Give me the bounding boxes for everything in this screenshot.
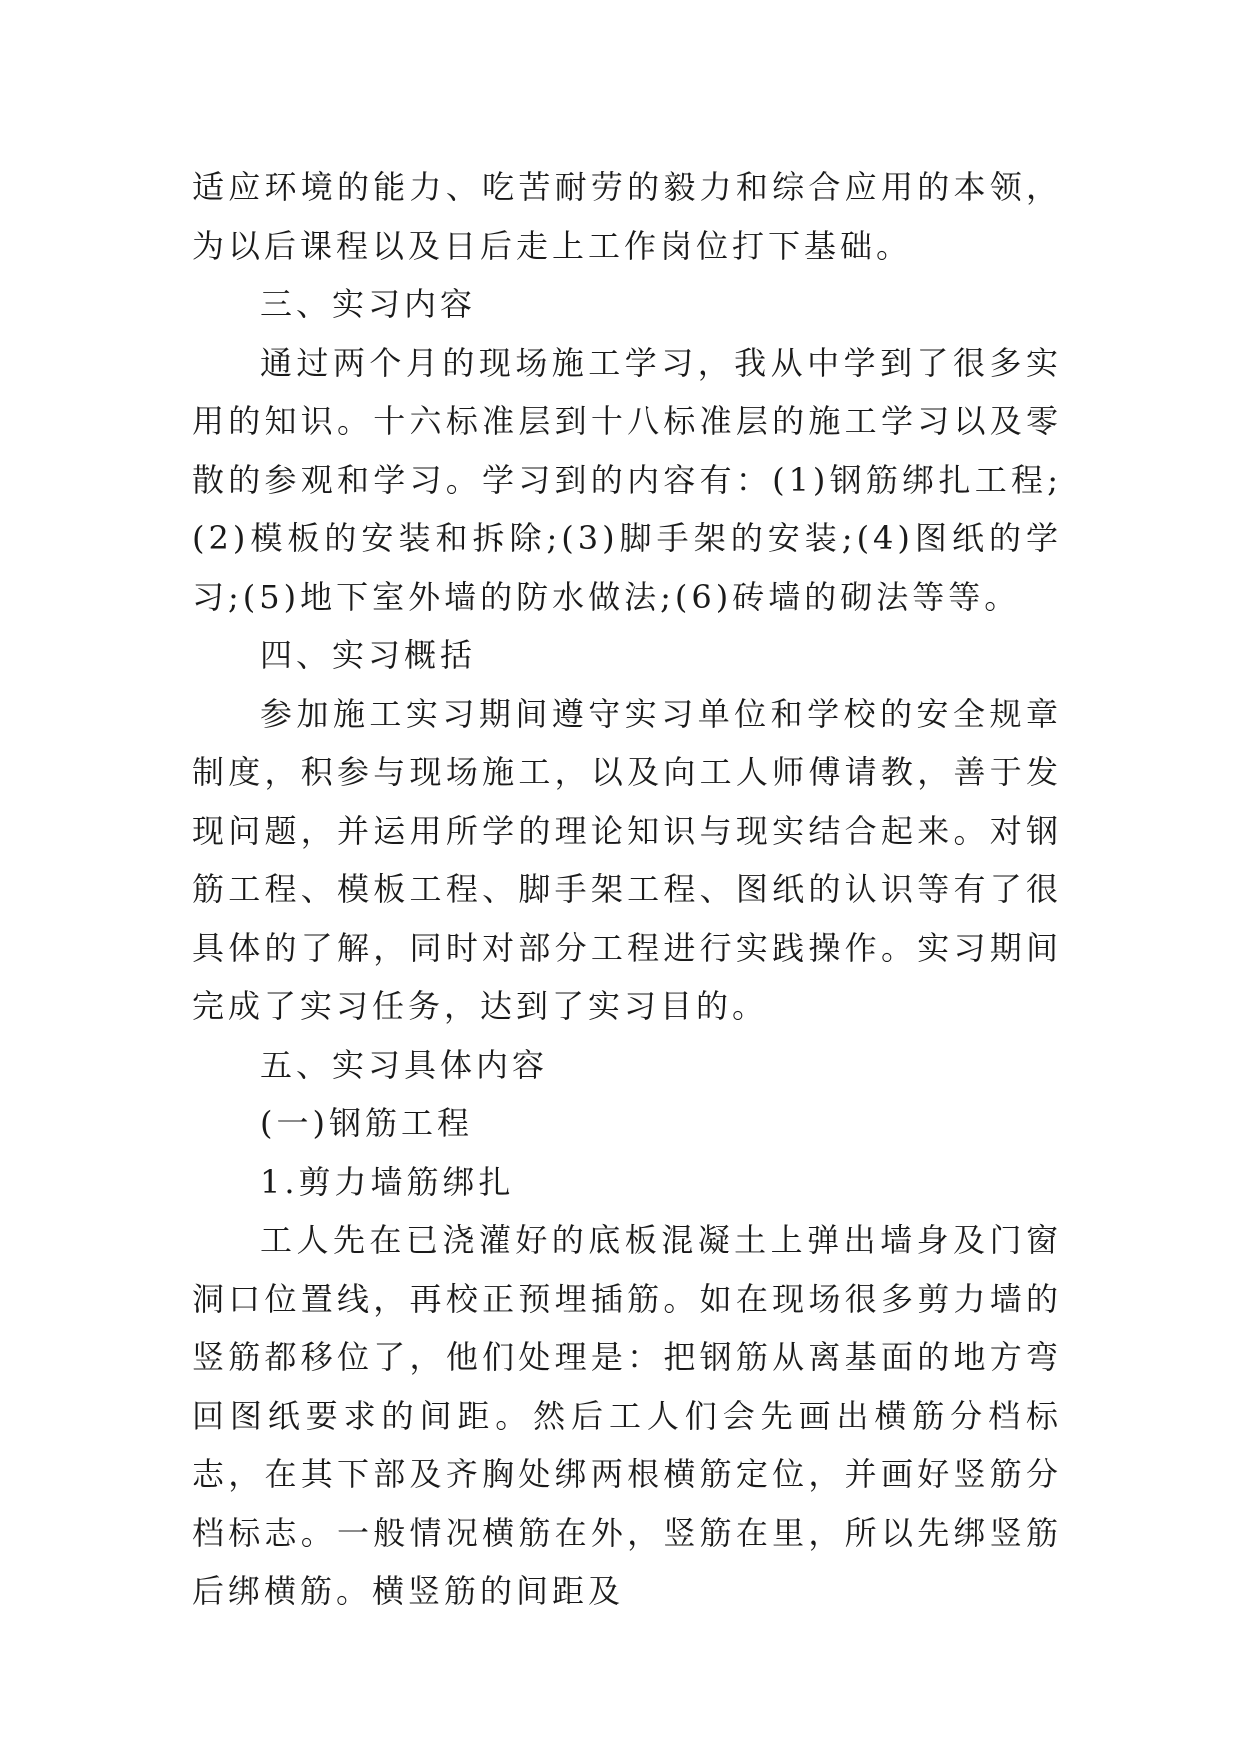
subsection-heading-shear-wall: 1.剪力墙筋绑扎	[260, 1162, 515, 1201]
paragraph-continuation: 适应环境的能力、吃苦耐劳的毅力和综合应用的本领，为以后课程以及日后走上工作岗位打下基础。	[192, 168, 1062, 265]
section-heading-5: 五、实习具体内容	[260, 1045, 549, 1084]
paragraph-internship-content: 通过两个月的现场施工学习，我从中学到了很多实用的知识。十六标准层到十八标准层的施工学习以及零散的参观和学习。学习到的内容有：(1)钢筋绑扎工程;(2)模板的安装和拆除;(3)脚手架的安装;(4)图纸的学习;(5)地下室外墙的防水做法;(6)砖墙的砌法等等。	[192, 343, 1062, 616]
paragraph-internship-summary: 参加施工实习期间遵守实习单位和学校的安全规章制度，积参与现场施工，以及向工人师傅请教，善于发现问题，并运用所学的理论知识与现实结合起来。对钢筋工程、模板工程、脚手架工程、图纸的认识等有了很具体的了解，同时对部分工程进行实践操作。实习期间完成了实习任务，达到了实习目的。	[192, 694, 1062, 1025]
paragraph-shear-wall-binding: 工人先在已浇灌好的底板混凝土上弹出墙身及门窗洞口位置线，再校正预埋插筋。如在现场很多剪力墙的竖筋都移位了，他们处理是：把钢筋从离基面的地方弯回图纸要求的间距。然后工人们会先画出横筋分档标志，在其下部及齐胸处绑两根横筋定位，并画好竖筋分档标志。一般情况横筋在外，竖筋在里，所以先绑竖筋后绑横筋。横竖筋的间距及	[192, 1221, 1062, 1610]
subsection-heading-rebar: (一)钢筋工程	[260, 1104, 473, 1142]
section-heading-4: 四、实习概括	[260, 636, 477, 674]
section-heading-3: 三、实习内容	[260, 285, 477, 323]
document-page	[192, 158, 1062, 1621]
